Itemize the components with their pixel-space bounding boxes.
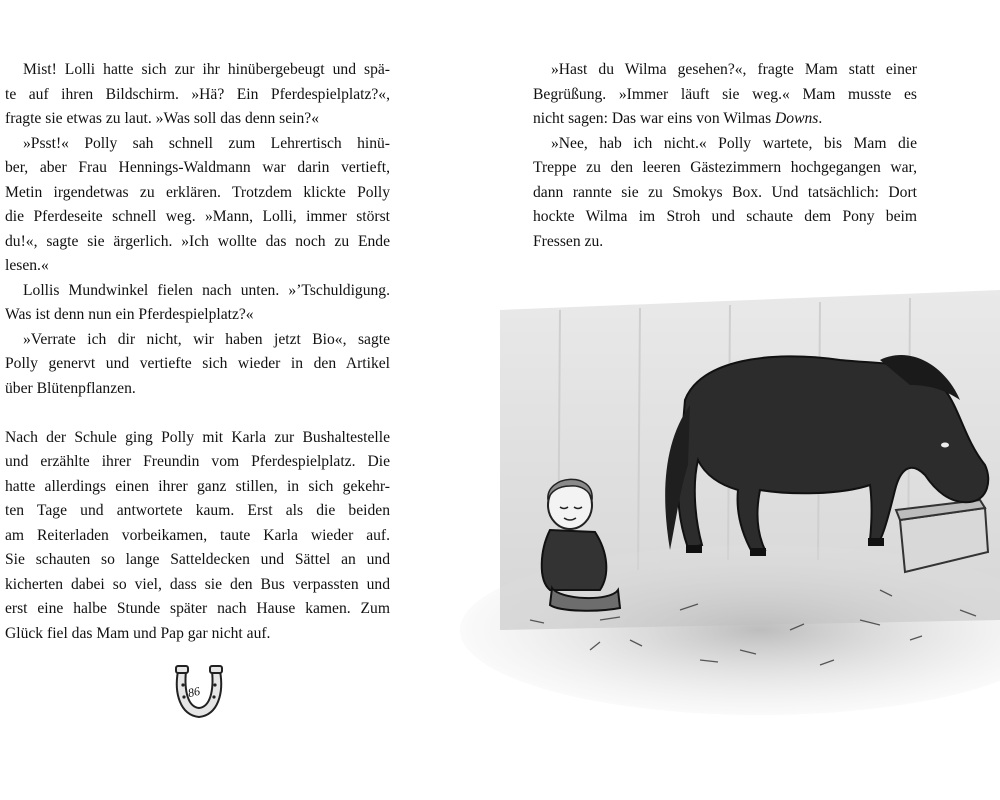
text-line: Lollis Mundwinkel fielen nach unten. »’Tschuldigung.	[23, 281, 390, 299]
text-line: ten Tage und antwortete kaum. Erst als die beiden	[5, 502, 390, 519]
pony-and-girl-illustration	[440, 290, 1000, 740]
text-line: Was ist denn nun ein Pferdespielplatz?«	[5, 306, 254, 323]
text-line: über Blütenpflanzen.	[5, 379, 136, 397]
right-page	[500, 0, 1000, 800]
text-line: »Hast du Wilma gesehen?«, fragte Mam statt einer	[551, 61, 917, 78]
text-line: am Reiterladen vorbeikamen, taute Karla wieder auf.	[5, 526, 390, 544]
text-line: und erzählte ihrer Freundin vom Pferdespielplatz. Die	[5, 453, 390, 470]
text-line: lesen.«	[5, 257, 49, 274]
text-line: Nach der Schule ging Polly mit Karla zur Bushaltestelle	[5, 428, 390, 446]
left-page-text	[5, 58, 390, 646]
text-line: »Psst!« Polly sah schnell zum Lehrertisch hinü-	[23, 134, 390, 152]
page-number-horseshoe	[168, 663, 230, 723]
text-line: Metin irgendetwas zu erklären. Trotzdem klickte Polly	[5, 183, 390, 201]
right-page-text	[533, 58, 917, 254]
text-line: »Verrate ich dir nicht, wir haben jetzt Bio«, sagte	[23, 330, 390, 348]
text-line: du!«, sagte sie ärgerlich. »Ich wollte das noch zu Ende	[5, 232, 390, 250]
text-line: dann rannte sie zu Smokys Box. Und tatsächlich: Dort	[533, 183, 917, 201]
text-line: hatte allerdings einen ihrer ganz stillen, in sich gekehr-	[5, 477, 390, 495]
text-line: hockte Wilma im Stroh und schaute dem Pony beim	[533, 208, 917, 225]
text-line: te auf ihren Bildschirm. »Hä? Ein Pferdespielplatz?«,	[5, 85, 390, 103]
text-line: Glück fiel das Mam und Pap gar nicht auf.	[5, 624, 271, 642]
text-line: Treppe zu den leeren Gästezimmern hochgegangen war,	[533, 159, 917, 176]
paragraph-gap	[5, 401, 390, 426]
text-line: kicherten dabei so viel, dass sie den Bus verpassten und	[5, 575, 390, 593]
text-line: Polly genervt und vertiefte sich wieder in den Artikel	[5, 355, 390, 372]
italic-word: Downs	[775, 110, 819, 127]
text-line: ber, aber Frau Hennings-Waldmann war darin vertieft,	[5, 159, 390, 176]
page-number: 86	[186, 683, 202, 701]
text-line: Begrüßung. »Immer läuft sie weg.« Mam musste es	[533, 85, 917, 103]
text-line: fragte sie etwas zu laut. »Was soll das denn sein?«	[5, 110, 319, 127]
text-line: die Pferdeseite schnell weg. »Mann, Lolli, immer störst	[5, 208, 390, 225]
text-line: Sie schauten so lange Satteldecken und Sättel an und	[5, 551, 390, 568]
text-line: nicht sagen: Das war eins von Wilmas Downs.	[533, 110, 823, 127]
text-line: Mist! Lolli hatte sich zur ihr hinübergebeugt und spä-	[23, 61, 390, 78]
text-line: erst eine halbe Stunde später nach Hause kamen. Zum	[5, 600, 390, 617]
text-line: »Nee, hab ich nicht.« Polly wartete, bis Mam die	[551, 134, 917, 152]
text-line: Fressen zu.	[533, 232, 604, 250]
